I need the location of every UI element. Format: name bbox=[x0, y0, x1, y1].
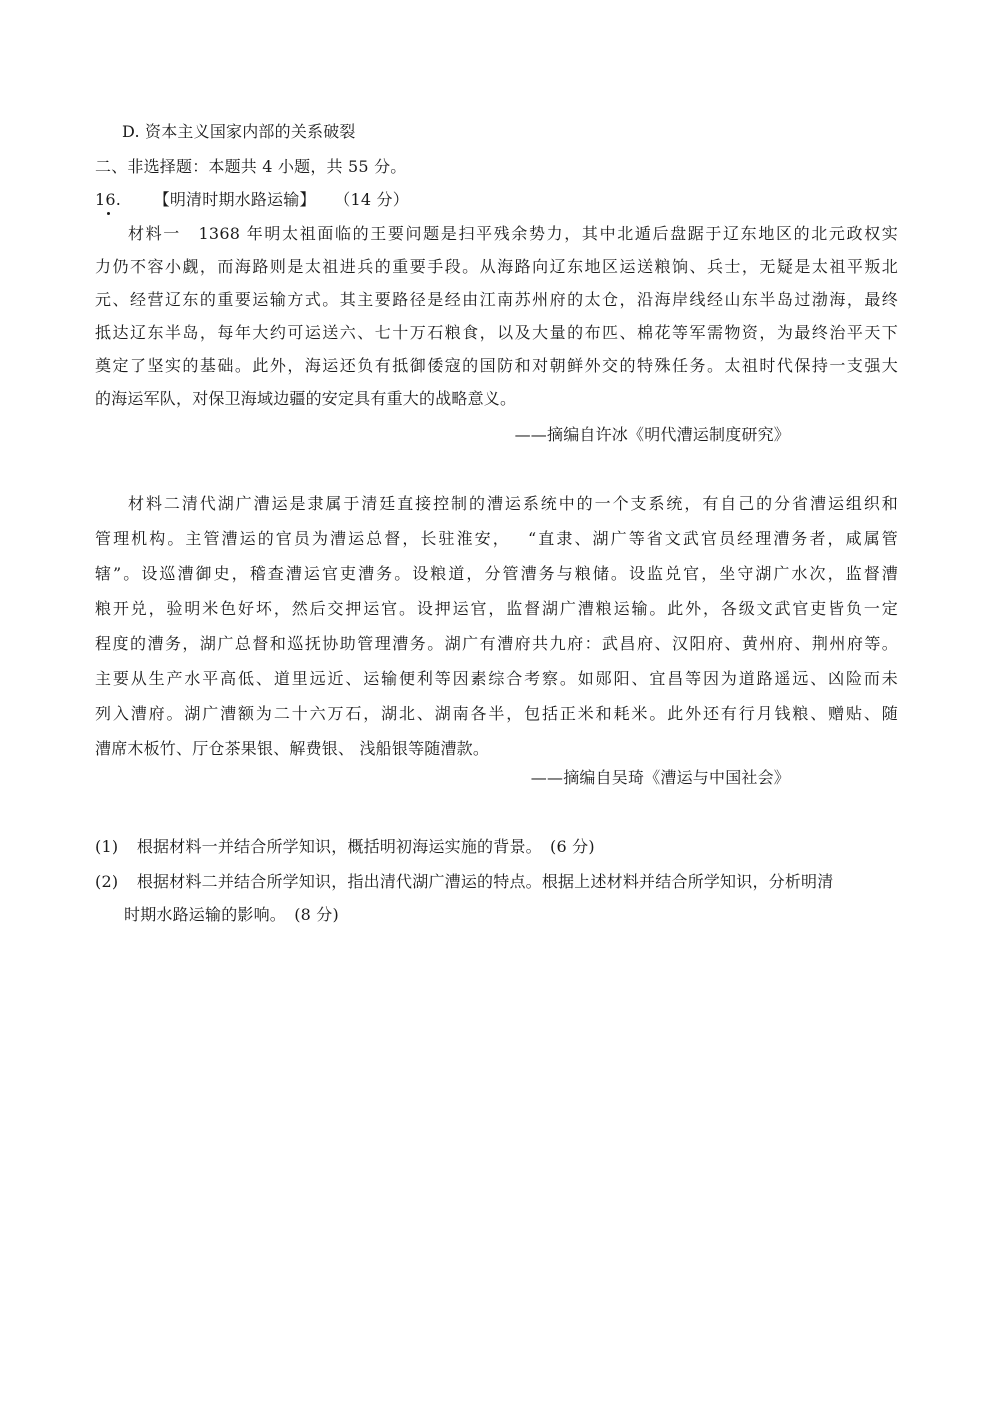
option-d: D. 资本主义国家内部的关系破裂 bbox=[122, 122, 356, 141]
material-1-line: 元、经营辽东的重要运输方式。其主要路径是经由江南苏州府的太仓，沿海岸线经山东半岛过渤海，最终 bbox=[95, 290, 898, 309]
material-1-line: 抵达辽东半岛，每年大约可运送六、七十万石粮食，以及大量的布匹、棉花等军需物资，为最终治平天下 bbox=[95, 323, 898, 342]
subquestion-text: 根据材料二并结合所学知识，指出清代湖广漕运的特点。根据上述材料并结合所学知识，分析明清 bbox=[136, 872, 834, 891]
material-2-line: 程度的漕务，湖广总督和巡抚协助管理漕务。湖广有漕府共九府：武昌府、汉阳府、黄州府、荆州府等。 bbox=[95, 634, 898, 653]
material-1-line: 力仍不容小觑，而海路则是太祖进兵的重要手段。从海路向辽东地区运送粮饷、兵士，无疑是太祖平叛北 bbox=[95, 257, 898, 276]
question-number: 16. bbox=[95, 190, 122, 209]
subquestion-label: (2) bbox=[95, 872, 119, 891]
material-2-line: 漕席木板竹、厅仓茶果银、解费银、 浅船银等随漕款。 bbox=[95, 739, 490, 758]
material-2-line: 管理机构。主管漕运的官员为漕运总督，长驻淮安， “直隶、湖广等省文武官员经理漕务者，咸属管 bbox=[95, 529, 898, 548]
question-score: （14 分） bbox=[334, 190, 409, 209]
material-1-line: 材料一 1368 年明太祖面临的王要问题是扫平残余势力，其中北遁后盘踞于辽东地区的北元政权实 bbox=[128, 224, 898, 243]
subquestion-2 bbox=[95, 872, 833, 892]
subquestion-label: (1) bbox=[95, 837, 119, 856]
material-2-line: 材料二清代湖广漕运是隶属于清廷直接控制的漕运系统中的一个支系统，有自己的分省漕运组织和 bbox=[128, 494, 898, 513]
section-heading: 二、非选择题：本题共 4 小题，共 55 分。 bbox=[95, 157, 407, 176]
question-16-header bbox=[95, 190, 409, 210]
subquestion-1 bbox=[95, 837, 595, 857]
material-1-line: 奠定了坚实的基础。此外，海运还负有抵御倭寇的国防和对朝鲜外交的特殊任务。太祖时代保持一支强大 bbox=[95, 356, 898, 375]
subquestion-2-continuation: 时期水路运输的影响。 (8 分) bbox=[124, 905, 339, 924]
material-1-line: 的海运军队，对保卫海域边疆的安定具有重大的战略意义。 bbox=[95, 389, 517, 408]
subquestion-text: 根据材料一并结合所学知识，概括明初海运实施的背景。 (6 分) bbox=[136, 837, 595, 856]
material-1-source: ——摘编自许冰《明代漕运制度研究》 bbox=[514, 425, 790, 444]
material-2-line: 粮开兑，验明米色好坏，然后交押运官。设押运官，监督湖广漕粮运输。此外，各级文武官吏皆负一定 bbox=[95, 599, 898, 618]
material-2-line: 主要从生产水平高低、道里远近、运输便利等因素综合考察。如郧阳、宜昌等因为道路遥远、凶险而未 bbox=[95, 669, 898, 688]
material-2-source: ——摘编自吴琦《漕运与中国社会》 bbox=[530, 768, 790, 787]
question-title: 【明清时期水路运输】 bbox=[153, 190, 316, 209]
material-2-line: 辖”。设巡漕御史，稽查漕运官吏漕务。设粮道，分管漕务与粮储。设监兑官，坐守湖广水次，监督漕 bbox=[95, 564, 898, 583]
material-2-line: 列入漕府。湖广漕额为二十六万石，湖北、湖南各半，包括正米和耗米。此外还有行月钱粮、赠贴、随 bbox=[95, 704, 898, 723]
